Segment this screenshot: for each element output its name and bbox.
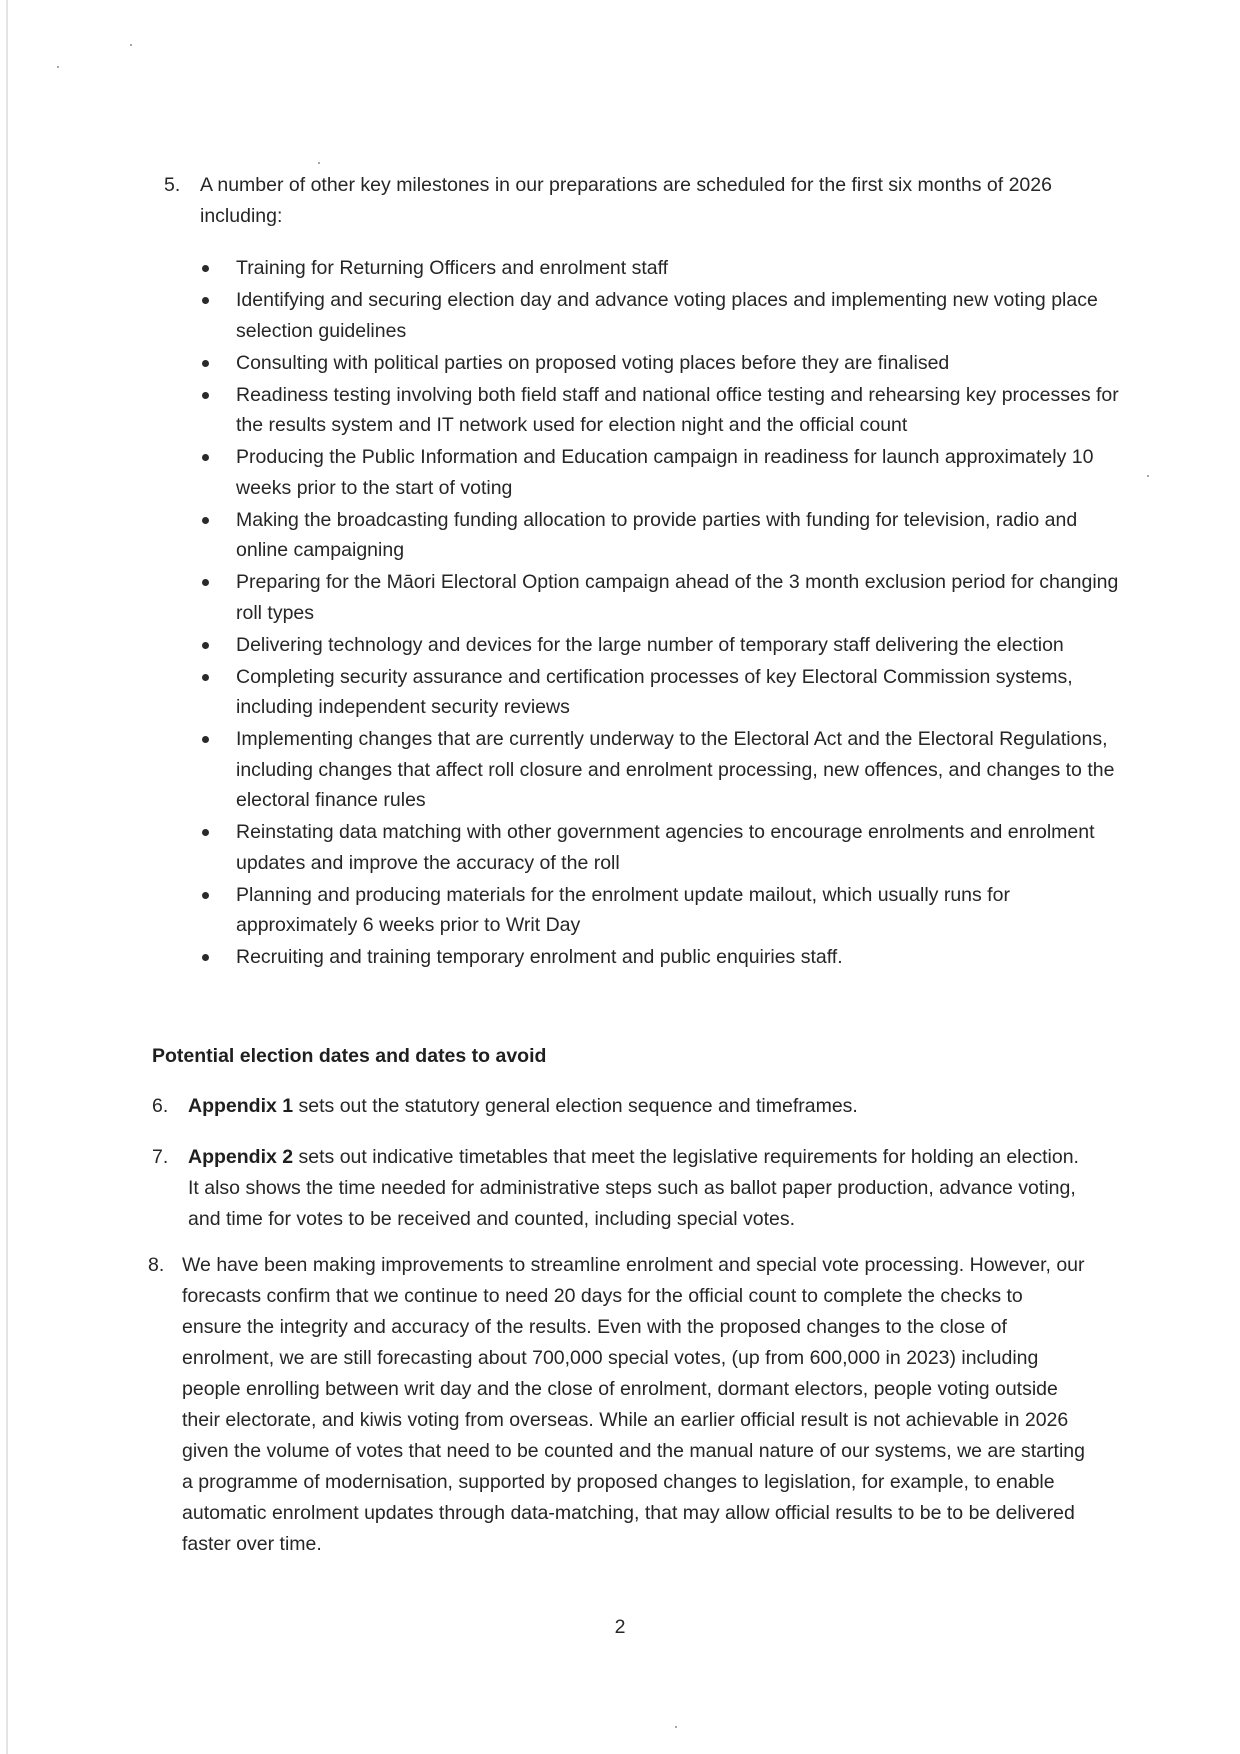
milestone-text: Making the broadcasting funding allocation to provide parties with funding for television, radio and online campaigning (236, 508, 1078, 561)
section-heading: Potential election dates and dates to avoid (152, 1045, 547, 1067)
bullet-icon (202, 392, 209, 399)
milestone-item (200, 285, 1120, 346)
page-number: 2 (614, 1616, 626, 1638)
milestone-text: Preparing for the Māori Electoral Option campaign ahead of the 3 month exclusion period for changing roll types (236, 571, 1119, 624)
item-8-number: 8. (148, 1254, 165, 1276)
milestone-item (200, 253, 1120, 284)
item-5-text: A number of other key milestones in our preparations are scheduled for the first six months of 2026 including: (200, 174, 1052, 227)
item-6-lead: Appendix 1 (188, 1095, 294, 1117)
scan-speck (675, 1726, 677, 1728)
bullet-icon (202, 642, 209, 649)
bullet-icon (202, 892, 209, 899)
milestone-text: Delivering technology and devices for the large number of temporary staff delivering the election (236, 633, 1064, 656)
bullet-icon (202, 297, 209, 304)
milestone-item (200, 942, 1120, 973)
item-6-text (188, 1091, 1108, 1122)
bullet-icon (202, 954, 209, 961)
milestone-text: Readiness testing involving both field staff and national office testing and rehearsing key processes for the results system and IT network used for election night and the official count (236, 383, 1119, 436)
bullet-icon (202, 736, 209, 743)
milestone-item (200, 380, 1120, 441)
scan-speck (1147, 475, 1149, 477)
milestone-item (200, 817, 1120, 878)
milestone-text: Consulting with political parties on proposed voting places before they are finalised (236, 351, 950, 374)
scan-speck (130, 44, 132, 46)
bullet-icon (202, 265, 209, 272)
bullet-icon (202, 517, 209, 524)
item-7-text (188, 1142, 1093, 1235)
milestone-text: Producing the Public Information and Education campaign in readiness for launch approximately 10 weeks prior to the start of voting (236, 446, 1094, 499)
milestone-item (200, 630, 1120, 661)
item-7-body: sets out indicative timetables that meet the legislative requirements for holding an election. It also shows the time needed for administrative steps such as ballot paper production, advance voting, and time for votes to be received and counted, including special votes. (188, 1146, 1079, 1230)
milestone-item (200, 662, 1120, 723)
milestone-item (200, 505, 1120, 566)
scan-speck (318, 162, 320, 164)
milestone-text: Planning and producing materials for the enrolment update mailout, which usually runs for approximately 6 weeks prior to Writ Day (236, 883, 1010, 936)
milestone-text: Completing security assurance and certification processes of key Electoral Commission systems, including independent security reviews (236, 665, 1073, 718)
scan-edge-shadow (6, 0, 8, 1754)
milestone-text: Training for Returning Officers and enrolment staff (236, 257, 669, 279)
bullet-icon (202, 579, 209, 586)
bullet-icon (202, 674, 209, 681)
bullet-icon (202, 829, 209, 836)
item-7-lead: Appendix 2 (188, 1146, 294, 1168)
milestone-item (200, 567, 1120, 628)
milestones-list (200, 253, 1120, 974)
item-5-number: 5. (164, 174, 181, 196)
milestone-item (200, 724, 1120, 816)
milestone-text: Implementing changes that are currently underway to the Electoral Act and the Electoral Regulations, including changes that affect roll closure and enrolment processing, new offences, and changes to the electoral finance rules (236, 728, 1115, 811)
milestone-item (200, 880, 1120, 941)
milestone-item (200, 442, 1120, 503)
milestone-text: Reinstating data matching with other government agencies to encourage enrolments and enrolment updates and improve the accuracy of the roll (236, 821, 1095, 874)
milestone-item (200, 348, 1120, 379)
bullet-icon (202, 360, 209, 367)
item-6-body: sets out the statutory general election sequence and timeframes. (293, 1095, 858, 1117)
item-8-text: We have been making improvements to streamline enrolment and special vote processing. However, our forecasts confirm that we continue to need 20 days for the official count to complete the checks to ensure the integrity and accuracy of the results. Even with the proposed changes to the close of enrolment, we are still forecasting about 700,000 special votes, (up from 600,000 in 2023) including people enrolling between writ day and the close of enrolment, dormant electors, people voting outside their electorate, and kiwis voting from overseas. While an earlier official result is not achievable in 2026 given the volume of votes that need to be counted and the manual nature of our systems, we are starting a programme of modernisation, supported by proposed changes to legislation, for example, to enable automatic enrolment updates through data-matching, that may allow official results to be to be delivered faster over time. (182, 1254, 1085, 1555)
item-6-number: 6. (152, 1095, 169, 1117)
milestone-text: Identifying and securing election day and advance voting places and implementing new voting place selection guidelines (236, 289, 1098, 342)
milestone-text: Recruiting and training temporary enrolment and public enquiries staff. (236, 946, 843, 968)
item-7-number: 7. (152, 1146, 169, 1168)
bullet-icon (202, 454, 209, 461)
scan-speck (57, 66, 59, 68)
